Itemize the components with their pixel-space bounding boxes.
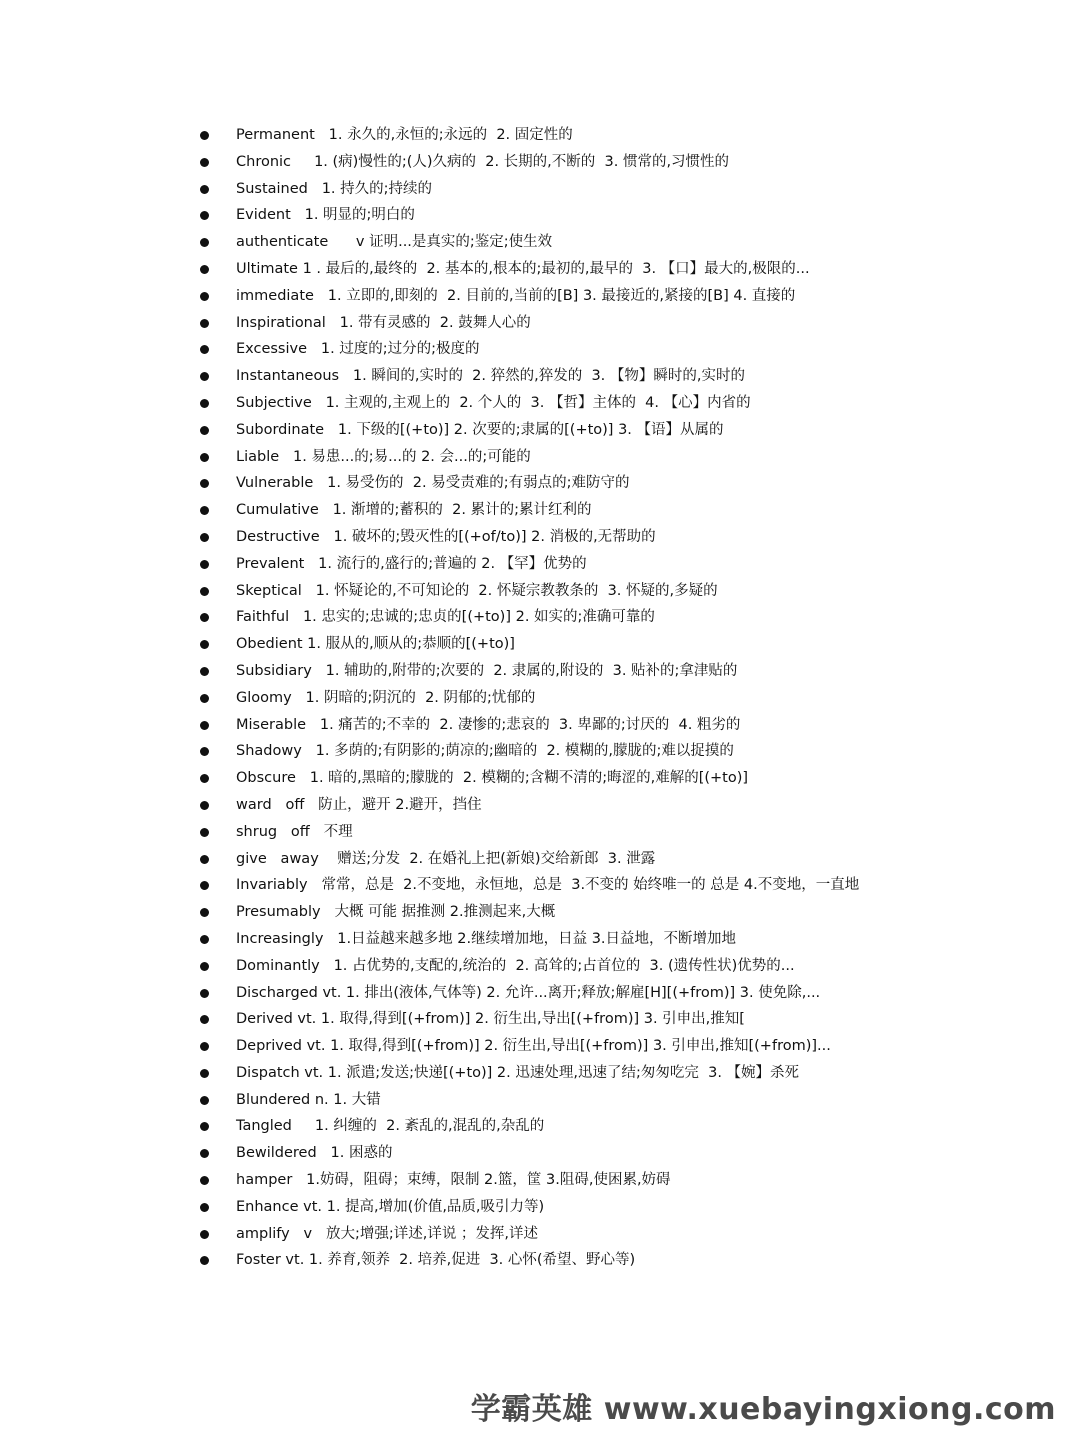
vocab-entry-text: Destructive 1. 破坏的;毁灭性的[(+of/to)] 2. 消极的,无帮助的 [236,528,656,545]
vocab-entry-text: give away 赠送;分发 2. 在婚礼上把(新娘)交给新郎 3. 泄露 [236,850,656,867]
list-item [0,980,1080,1007]
vocab-entry-text: Sustained 1. 持久的;持续的 [236,180,433,197]
bullet-icon [200,211,209,220]
bullet-icon [200,613,209,622]
bullet-icon [200,694,209,703]
bullet-icon [200,1256,209,1265]
vocab-entry-text: hamper 1.妨碍，阻碍；束缚，限制 2.篮，筐 3.阻碍,使困累,妨碍 [236,1172,671,1189]
bullet-icon [200,292,209,301]
list-item [0,256,1080,283]
vocab-entry-text: Foster vt. 1. 养育,领养 2. 培养,促进 3. 心怀(希望、野心等) [236,1252,636,1269]
vocab-entry-text: Skeptical 1. 怀疑论的,不可知论的 2. 怀疑宗教教条的 3. 怀疑的,多疑的 [236,582,718,599]
list-item [0,310,1080,337]
list-item [0,470,1080,497]
vocabulary-list [0,122,1080,1274]
bullet-icon [200,855,209,864]
bullet-icon [200,533,209,542]
bullet-icon [200,640,209,649]
vocab-entry-text: amplify v 放大;增强;详述,详说 ；发挥,详述 [236,1225,539,1242]
vocab-entry-text: Faithful 1. 忠实的;忠诚的;忠贞的[(+to)] 2. 如实的;准确可靠的 [236,609,655,626]
list-item [0,336,1080,363]
bullet-icon [200,506,209,515]
vocab-entry-text: Tangled 1. 纠缠的 2. 紊乱的,混乱的,杂乱的 [236,1118,545,1135]
bullet-icon [200,587,209,596]
bullet-icon [200,185,209,194]
list-item [0,390,1080,417]
bullet-icon [200,131,209,140]
list-item [0,1140,1080,1167]
vocab-entry-text: Derived vt. 1. 取得,得到[(+from)] 2. 衍生出,导出[(+from)] 3. 引申出,推知[ [236,1011,745,1028]
bullet-icon [200,345,209,354]
list-item [0,1060,1080,1087]
vocab-entry-text: Prevalent 1. 流行的,盛行的;普遍的 2. 【罕】优势的 [236,555,587,572]
vocab-entry-text: Subsidiary 1. 辅助的,附带的;次要的 2. 隶属的,附设的 3. 贴补的;拿津贴的 [236,662,738,679]
vocab-entry-text: Invariably 常常，总是 2.不变地，永恒地，总是 3.不变的 始终唯一的 总是 4.不变地，一直地 [236,877,860,894]
vocab-entry-text: Deprived vt. 1. 取得,得到[(+from)] 2. 衍生出,导出[(+from)] 3. 引申出,推知[(+from)]... [236,1038,831,1055]
vocab-entry-text: Dominantly 1. 占优势的,支配的,统治的 2. 高耸的;占首位的 3. (遗传性状)优势的... [236,957,795,974]
bullet-icon [200,1015,209,1024]
bullet-icon [200,989,209,998]
vocab-entry-text: Bewildered 1. 困惑的 [236,1145,393,1162]
vocab-entry-text: Obscure 1. 暗的,黑暗的;朦胧的 2. 模糊的;含糊不清的;晦涩的,难解的[(+to)] [236,770,749,787]
list-item [0,658,1080,685]
vocab-entry-text: Miserable 1. 痛苦的;不幸的 2. 凄惨的;悲哀的 3. 卑鄙的;讨厌的 4. 粗劣的 [236,716,741,733]
bullet-icon [200,935,209,944]
list-item [0,524,1080,551]
site-watermark: 学霸英雄 www.xuebayingxiong.com [470,1392,1056,1427]
list-item [0,149,1080,176]
list-item [0,712,1080,739]
vocab-entry-text: Vulnerable 1. 易受伤的 2. 易受责难的;有弱点的;难防守的 [236,475,630,492]
list-item [0,229,1080,256]
list-item [0,1113,1080,1140]
vocab-entry-text: Inspirational 1. 带有灵感的 2. 鼓舞人心的 [236,314,531,331]
list-item [0,1033,1080,1060]
vocab-entry-text: Excessive 1. 过度的;过分的;极度的 [236,341,480,358]
list-item [0,578,1080,605]
list-item [0,631,1080,658]
bullet-icon [200,908,209,917]
list-item [0,122,1080,149]
list-item [0,846,1080,873]
bullet-icon [200,560,209,569]
list-item [0,604,1080,631]
vocab-entry-text: ward off 防止，避开 2.避开，挡住 [236,796,482,813]
bullet-icon [200,1203,209,1212]
list-item [0,1167,1080,1194]
list-item [0,819,1080,846]
list-item [0,202,1080,229]
bullet-icon [200,399,209,408]
bullet-icon [200,319,209,328]
vocab-entry-text: Subjective 1. 主观的,主观上的 2. 个人的 3. 【哲】主体的 4. 【心】内省的 [236,394,751,411]
vocab-entry-text: Discharged vt. 1. 排出(液体,气体等) 2. 允许...离开;释放;解雇[H][(+from)] 3. 使免除,... [236,984,821,1001]
bullet-icon [200,479,209,488]
vocab-entry-text: Liable 1. 易患...的;易...的 2. 会...的;可能的 [236,448,531,465]
list-item [0,1247,1080,1274]
vocab-entry-text: Blundered n. 1. 大错 [236,1091,381,1108]
vocab-entry-text: Instantaneous 1. 瞬间的,实时的 2. 猝然的,猝发的 3. 【物】瞬时的,实时的 [236,368,745,385]
bullet-icon [200,1096,209,1105]
vocab-entry-text: Shadowy 1. 多荫的;有阴影的;荫凉的;幽暗的 2. 模糊的,朦胧的;难以捉摸的 [236,743,734,760]
bullet-icon [200,1230,209,1239]
list-item [0,417,1080,444]
vocab-entry-text: shrug off 不理 [236,823,353,840]
vocab-entry-text: Evident 1. 明显的;明白的 [236,207,415,224]
list-item [0,872,1080,899]
bullet-icon [200,1122,209,1131]
bullet-icon [200,747,209,756]
list-item [0,283,1080,310]
list-item [0,363,1080,390]
bullet-icon [200,158,209,167]
list-item [0,899,1080,926]
bullet-icon [200,1042,209,1051]
list-item [0,685,1080,712]
bullet-icon [200,372,209,381]
bullet-icon [200,265,209,274]
bullet-icon [200,426,209,435]
list-item [0,1194,1080,1221]
bullet-icon [200,801,209,810]
vocab-entry-text: Cumulative 1. 渐增的;蓄积的 2. 累计的;累计红利的 [236,502,592,519]
list-item [0,765,1080,792]
vocab-entry-text: Ultimate 1 . 最后的,最终的 2. 基本的,根本的;最初的,最早的 3. 【口】最大的,极限的... [236,260,810,277]
vocab-entry-text: Dispatch vt. 1. 派遣;发送;快递[(+to)] 2. 迅速处理,迅速了结;匆匆吃完 3. 【婉】杀死 [236,1064,800,1081]
vocab-entry-text: Permanent 1. 永久的,永恒的;永远的 2. 固定性的 [236,127,573,143]
bullet-icon [200,453,209,462]
bullet-icon [200,1149,209,1158]
bullet-icon [200,881,209,890]
vocab-entry-text: Enhance vt. 1. 提高,增加(价值,品质,吸引力等) [236,1198,545,1215]
vocab-entry-text: Gloomy 1. 阴暗的;阴沉的 2. 阴郁的;忧郁的 [236,689,536,706]
vocab-entry-text: Obedient 1. 服从的,顺从的;恭顺的[(+to)] [236,636,515,653]
vocab-entry-text: authenticate v 证明...是真实的;鉴定;使生效 [236,234,553,251]
vocab-entry-text: Chronic 1. (病)慢性的;(人)久病的 2. 长期的,不断的 3. 惯常的,习惯性的 [236,153,730,170]
list-item [0,176,1080,203]
list-item [0,792,1080,819]
list-item [0,497,1080,524]
list-item [0,1006,1080,1033]
list-item [0,738,1080,765]
bullet-icon [200,1069,209,1078]
vocab-entry-text: immediate 1. 立即的,即刻的 2. 目前的,当前的[B] 3. 最接近的,紧接的[B] 4. 直接的 [236,287,796,304]
vocab-entry-text: Increasingly 1.日益越来越多地 2.继续增加地，日益 3.日益地，不断增加地 [236,930,737,947]
bullet-icon [200,828,209,837]
vocab-entry-text: Subordinate 1. 下级的[(+to)] 2. 次要的;隶属的[(+to)] 3. 【语】从属的 [236,421,724,438]
list-item [0,1221,1080,1248]
list-item [0,926,1080,953]
bullet-icon [200,238,209,247]
bullet-icon [200,962,209,971]
bullet-icon [200,774,209,783]
vocab-entry-text: Presumably 大概 可能 据推测 2.推测起来,大概 [236,904,556,921]
bullet-icon [200,721,209,730]
list-item [0,551,1080,578]
list-item [0,444,1080,471]
bullet-icon [200,1176,209,1185]
list-item [0,1087,1080,1114]
list-item [0,953,1080,980]
bullet-icon [200,667,209,676]
